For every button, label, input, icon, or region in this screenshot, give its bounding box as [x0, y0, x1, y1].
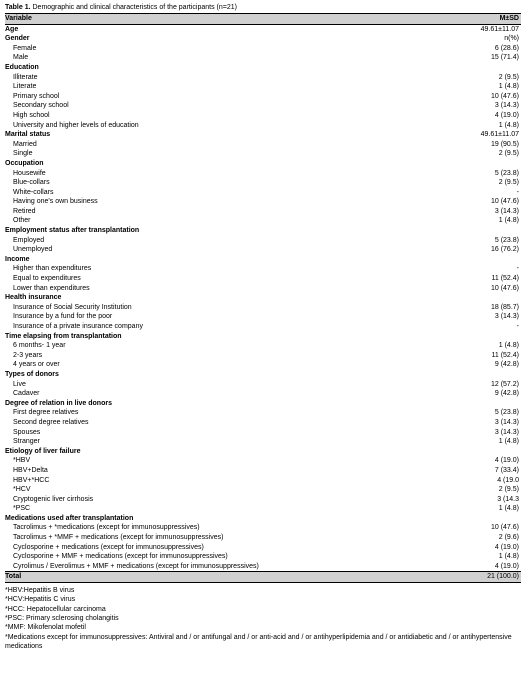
row-label: Insurance of a private insurance company — [13, 323, 143, 330]
row-label: Higher than expenditures — [13, 265, 92, 273]
row-label: Equal to expenditures — [13, 275, 81, 283]
row-value: 5 (23.8) — [494, 169, 519, 177]
row-label: Total — [5, 572, 425, 583]
section-row — [5, 399, 521, 409]
table-row — [5, 504, 521, 514]
footnotes — [5, 586, 521, 651]
table-row — [5, 274, 521, 284]
row-value: 4 (19.0 — [497, 476, 519, 484]
row-value: 1 (4.8) — [498, 83, 519, 91]
row-value: 4 (19.0) — [494, 543, 519, 551]
row-label: Unemployed — [13, 246, 53, 254]
table-body — [5, 14, 521, 583]
table-header-row — [5, 14, 521, 25]
row-label: Employment status after transplantation — [5, 227, 140, 235]
row-label: Male — [13, 54, 29, 62]
row-value: 49.61±11.07 — [480, 131, 519, 139]
row-value: - — [516, 323, 519, 330]
footnote: *PSC: Primary sclerosing cholangitis — [5, 614, 119, 622]
row-value: 19 (90.5) — [490, 140, 519, 148]
row-label: *PSC — [13, 505, 31, 513]
table-row — [5, 389, 521, 399]
row-value: 5 (23.8) — [494, 236, 519, 244]
table-row — [5, 543, 521, 553]
header-stat: M±SD — [425, 14, 521, 25]
section-row — [5, 159, 521, 169]
row-value: 9 (42.8) — [494, 361, 519, 369]
row-value: 3 (14.3) — [494, 428, 519, 436]
table-row — [5, 178, 521, 188]
row-label: First degree relatives — [13, 409, 79, 417]
table-row — [5, 360, 521, 370]
row-label: Medications used after transplantation — [5, 514, 134, 522]
table-row — [5, 82, 521, 92]
table-row — [5, 322, 521, 332]
row-value: 11 (52.4) — [491, 351, 519, 359]
row-label: Cyclosporine + MMF + medications (except for immunosuppressives) — [13, 553, 228, 561]
characteristics-table — [5, 13, 521, 583]
section-row — [5, 24, 521, 34]
table-row — [5, 44, 521, 54]
row-label: Degree of relation in live donors — [5, 399, 112, 407]
row-label: *HCV — [13, 486, 31, 494]
row-label: Cyclosporine + medications (except for immunosuppressives) — [13, 543, 204, 551]
row-label: Secondary school — [13, 102, 69, 110]
table-row — [5, 418, 521, 428]
row-value: 1 (4.8) — [498, 438, 519, 446]
row-label: Illiterate — [13, 73, 38, 81]
table-row — [5, 552, 521, 562]
row-value: 1 (4.8) — [498, 217, 519, 225]
row-label: Housewife — [13, 169, 46, 177]
table-row — [5, 533, 521, 543]
section-row — [5, 447, 521, 457]
row-label: Literate — [13, 83, 37, 91]
row-label: Second degree relatives — [13, 418, 89, 426]
row-label: Occupation — [5, 159, 44, 167]
row-value: 1 (4.8) — [498, 121, 519, 129]
row-value — [425, 399, 521, 409]
row-value — [425, 293, 521, 303]
table-row — [5, 121, 521, 131]
row-value: 2 (9.5) — [498, 179, 519, 187]
row-label: Gender — [5, 35, 30, 43]
table-row — [5, 485, 521, 495]
row-value: 15 (71.4) — [490, 54, 519, 62]
row-value: 1 (4.8) — [498, 505, 519, 513]
footnote: *HBV:Hepatitis B virus — [5, 587, 75, 595]
row-label: Married — [13, 140, 37, 148]
row-label: Female — [13, 44, 37, 52]
row-value — [425, 370, 521, 380]
row-value: 2 (9.5) — [498, 73, 519, 81]
table-row — [5, 312, 521, 322]
row-label: Primary school — [13, 92, 60, 100]
table-row — [5, 207, 521, 217]
table-row — [5, 101, 521, 111]
row-label: Live — [13, 380, 26, 388]
row-label: Tacrolimus + *MMF + medications (except for immunosuppressives) — [13, 534, 224, 542]
table-row — [5, 197, 521, 207]
table-row — [5, 216, 521, 226]
row-value — [425, 514, 521, 524]
row-value: 10 (47.6) — [490, 524, 519, 532]
row-label: 4 years or over — [13, 361, 60, 369]
row-label: Blue-collars — [13, 179, 50, 187]
section-row — [5, 370, 521, 380]
table-row — [5, 341, 521, 351]
row-value — [425, 226, 521, 236]
row-label: 2-3 years — [13, 351, 43, 359]
section-row — [5, 63, 521, 73]
row-value: - — [516, 265, 519, 273]
table-row — [5, 140, 521, 150]
row-value: 4 (19.0) — [494, 457, 519, 465]
row-value: 10 (47.6) — [490, 198, 519, 206]
table-row — [5, 149, 521, 159]
row-value: 6 (28.6) — [494, 44, 519, 52]
row-value: 10 (47.6) — [490, 284, 519, 292]
row-value: 5 (23.8) — [494, 409, 519, 417]
row-label: Marital status — [5, 131, 51, 139]
table-row — [5, 408, 521, 418]
row-value: 3 (14.3) — [494, 313, 519, 321]
row-value: 1 (4.8) — [498, 553, 519, 561]
table-row — [5, 562, 521, 572]
row-value: 3 (14.3 — [497, 495, 519, 503]
table-row — [5, 380, 521, 390]
table-row — [5, 169, 521, 179]
row-label: High school — [13, 111, 50, 119]
row-label: Insurance of Social Security Institution — [13, 303, 132, 311]
row-value: 11 (52.4) — [491, 275, 519, 283]
row-value: 1 (4.8) — [498, 342, 519, 350]
row-label: Single — [13, 150, 33, 158]
table-row — [5, 428, 521, 438]
table-row — [5, 351, 521, 361]
row-value: 10 (47.6) — [490, 92, 519, 100]
row-label: University and higher levels of education — [13, 121, 139, 129]
row-label: Lower than expenditures — [13, 284, 90, 292]
table-row — [5, 73, 521, 83]
footnote: *HCV:Hepatitis C virus — [5, 596, 76, 604]
row-value: 7 (33.4) — [494, 466, 519, 474]
row-value: 9 (42.8) — [494, 390, 519, 398]
row-label: Other — [13, 217, 31, 225]
row-value: 3 (14.3) — [494, 102, 519, 110]
row-label: Income — [5, 255, 30, 263]
row-label: 6 months- 1 year — [13, 342, 66, 350]
row-value: n(%) — [504, 35, 519, 43]
row-label: Etiology of liver failure — [5, 447, 81, 455]
row-value — [425, 447, 521, 457]
footnote: *MMF: Mikofenolat mofetil — [5, 624, 86, 632]
row-label: Spouses — [13, 428, 41, 436]
row-label: Types of donors — [5, 370, 59, 378]
row-label: Retired — [13, 207, 36, 215]
row-value: 4 (19.0) — [494, 111, 519, 119]
row-value — [425, 332, 521, 342]
table-row — [5, 523, 521, 533]
section-row — [5, 293, 521, 303]
table-row — [5, 188, 521, 198]
table-row — [5, 437, 521, 447]
row-label: Health insurance — [5, 294, 62, 302]
table-caption — [5, 3, 525, 13]
row-label: HBV+*HCC — [13, 476, 50, 484]
row-value: 3 (14.3) — [494, 207, 519, 215]
row-label: Insurance by a fund for the poor — [13, 313, 113, 321]
section-row — [5, 34, 521, 44]
table-row — [5, 245, 521, 255]
row-value — [425, 63, 521, 73]
row-value: 18 (85.7) — [490, 303, 519, 311]
row-value: 2 (9.6) — [498, 534, 519, 542]
table-row — [5, 495, 521, 505]
table-row — [5, 476, 521, 486]
table-row — [5, 466, 521, 476]
total-row — [5, 572, 521, 583]
row-label: Cadaver — [13, 390, 40, 398]
section-row — [5, 514, 521, 524]
footnote: *HCC: Hepatocellular carcinoma — [5, 605, 106, 613]
row-value: 4 (19.0) — [494, 562, 519, 570]
table-row — [5, 456, 521, 466]
table-row — [5, 284, 521, 294]
table-row — [5, 53, 521, 63]
row-label: *HBV — [13, 457, 31, 465]
row-label: Cyrolimus / Everolimus + MMF + medications (except for immunosuppressives) — [13, 562, 259, 570]
section-row — [5, 255, 521, 265]
row-label: Cryptogenic liver cirrhosis — [13, 495, 94, 503]
footnote: *Medications except for immunosuppressives: Antiviral and / or antifungal and / or anti-acid and / or antihyperlipidemia and / or antidiabetic and / or antihypertensive medications — [5, 633, 512, 650]
table-caption-text: Demographic and clinical characteristics of the participants (n=21) — [30, 4, 237, 11]
table-caption-label: Table 1. — [5, 4, 31, 11]
row-value: - — [516, 188, 519, 196]
table-row — [5, 111, 521, 121]
table-row — [5, 92, 521, 102]
row-value: 16 (76.2) — [490, 246, 519, 254]
row-label: Stranger — [13, 438, 40, 446]
row-value: 49.61±11.07 — [480, 25, 519, 33]
row-label: Tacrolimus + *medications (except for immunosuppressives) — [13, 524, 200, 532]
row-label: Having one's own business — [13, 198, 98, 206]
row-value: 3 (14.3) — [494, 418, 519, 426]
table-row — [5, 303, 521, 313]
section-row — [5, 226, 521, 236]
document — [5, 0, 525, 651]
row-label: White-collars — [13, 188, 54, 196]
row-label: HBV+Delta — [13, 466, 48, 474]
row-value: 2 (9.5) — [498, 150, 519, 158]
header-variable: Variable — [5, 14, 425, 25]
row-label: Time elapsing from transplantation — [5, 332, 122, 340]
row-label: Education — [5, 63, 39, 71]
section-row — [5, 332, 521, 342]
row-value: 21 (100.0) — [425, 572, 521, 583]
row-value: 2 (9.5) — [498, 486, 519, 494]
table-row — [5, 236, 521, 246]
section-row — [5, 130, 521, 140]
row-label: Age — [5, 25, 19, 33]
row-value — [425, 255, 521, 265]
table-row — [5, 264, 521, 274]
row-value: 12 (57.2) — [490, 380, 519, 388]
row-value — [425, 159, 521, 169]
row-label: Employed — [13, 236, 45, 244]
